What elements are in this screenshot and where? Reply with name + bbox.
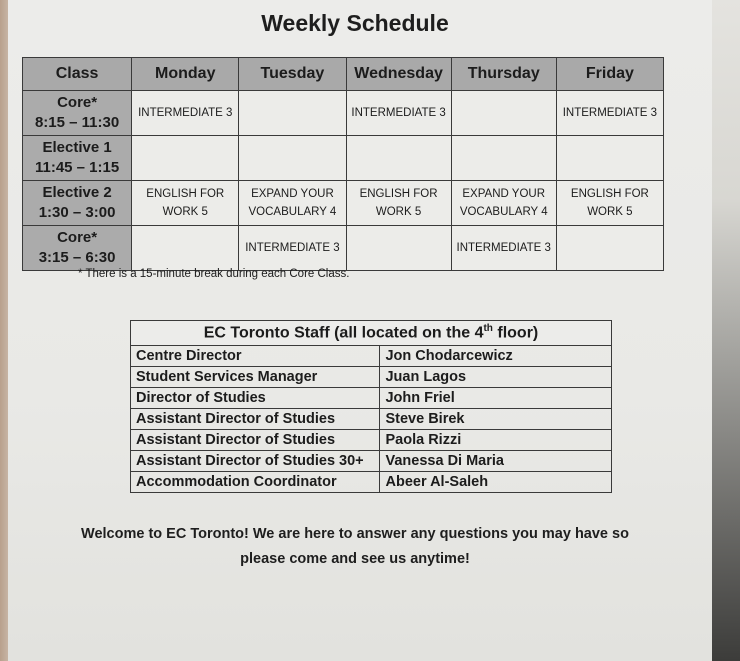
schedule-cell: ENGLISH FOR WORK 5 xyxy=(556,181,663,226)
schedule-cell: INTERMEDIATE 3 xyxy=(239,226,346,271)
class-time: 8:15 – 11:30 xyxy=(34,114,120,131)
staff-row xyxy=(131,451,612,472)
staff-row xyxy=(131,472,612,493)
staff-name: Jon Chodarcewicz xyxy=(380,346,612,367)
staff-heading-text: EC Toronto Staff (all located on the 4 xyxy=(203,324,484,342)
class-name: Elective 2 xyxy=(42,184,112,201)
schedule-cell: EXPAND YOUR VOCABULARY 4 xyxy=(239,181,346,226)
schedule-cell xyxy=(239,91,346,136)
staff-row xyxy=(131,346,612,367)
staff-heading-ordinal: th xyxy=(483,323,493,335)
schedule-cell xyxy=(132,136,239,181)
header-thursday: Thursday xyxy=(451,58,556,91)
schedule-cell: ENGLISH FOR WORK 5 xyxy=(346,181,451,226)
row-label xyxy=(23,181,132,226)
schedule-row-elective-2 xyxy=(23,181,664,226)
row-label xyxy=(23,136,132,181)
staff-role: Assistant Director of Studies xyxy=(131,430,380,451)
staff-name: Vanessa Di Maria xyxy=(380,451,612,472)
welcome-line-2: please come and see us anytime! xyxy=(240,551,470,567)
row-label xyxy=(23,226,132,271)
schedule-cell: INTERMEDIATE 3 xyxy=(132,91,239,136)
row-label xyxy=(23,91,132,136)
class-name: Elective 1 xyxy=(42,139,112,156)
core-break-note: * There is a 15-minute break during each Core Class. xyxy=(78,268,350,280)
staff-name: Paola Rizzi xyxy=(380,430,612,451)
class-time: 11:45 – 1:15 xyxy=(34,159,120,176)
schedule-cell: INTERMEDIATE 3 xyxy=(556,91,663,136)
staff-heading xyxy=(131,321,612,346)
header-friday: Friday xyxy=(556,58,663,91)
class-time: 1:30 – 3:00 xyxy=(38,204,116,221)
schedule-cell xyxy=(451,91,556,136)
schedule-cell: INTERMEDIATE 3 xyxy=(346,91,451,136)
header-tuesday: Tuesday xyxy=(239,58,346,91)
header-monday: Monday xyxy=(132,58,239,91)
schedule-cell: INTERMEDIATE 3 xyxy=(451,226,556,271)
class-name: Core* xyxy=(57,94,98,111)
staff-role: Assistant Director of Studies 30+ xyxy=(131,451,380,472)
page-title: Weekly Schedule xyxy=(261,10,449,36)
schedule-cell: ENGLISH FOR WORK 5 xyxy=(132,181,239,226)
class-time: 3:15 – 6:30 xyxy=(38,249,116,266)
weekly-schedule-table xyxy=(22,57,664,271)
schedule-cell: EXPAND YOUR VOCABULARY 4 xyxy=(451,181,556,226)
staff-name: Abeer Al-Saleh xyxy=(380,472,612,493)
schedule-row-elective-1 xyxy=(23,136,664,181)
schedule-cell xyxy=(346,226,451,271)
class-name: Core* xyxy=(57,229,98,246)
staff-name: John Friel xyxy=(380,388,612,409)
staff-heading-row xyxy=(131,321,612,346)
schedule-row-core-afternoon xyxy=(23,226,664,271)
staff-role: Student Services Manager xyxy=(131,367,380,388)
schedule-cell xyxy=(132,226,239,271)
staff-row xyxy=(131,430,612,451)
staff-role: Director of Studies xyxy=(131,388,380,409)
welcome-message xyxy=(8,522,702,572)
schedule-cell xyxy=(556,136,663,181)
staff-name: Steve Birek xyxy=(380,409,612,430)
paper-sheet xyxy=(8,0,712,661)
schedule-cell xyxy=(239,136,346,181)
staff-role: Accommodation Coordinator xyxy=(131,472,380,493)
staff-heading-text-end: floor) xyxy=(492,324,539,342)
welcome-line-1: Welcome to EC Toronto! We are here to answer any questions you may have so xyxy=(81,526,629,542)
staff-row xyxy=(131,388,612,409)
staff-role: Centre Director xyxy=(131,346,380,367)
staff-table xyxy=(130,320,612,493)
header-wednesday: Wednesday xyxy=(346,58,451,91)
staff-row xyxy=(131,409,612,430)
staff-name: Juan Lagos xyxy=(380,367,612,388)
header-class: Class xyxy=(23,58,132,91)
schedule-cell xyxy=(451,136,556,181)
schedule-header-row xyxy=(23,58,664,91)
schedule-row-core-morning xyxy=(23,91,664,136)
schedule-cell xyxy=(346,136,451,181)
staff-role: Assistant Director of Studies xyxy=(131,409,380,430)
schedule-cell xyxy=(556,226,663,271)
staff-row xyxy=(131,367,612,388)
